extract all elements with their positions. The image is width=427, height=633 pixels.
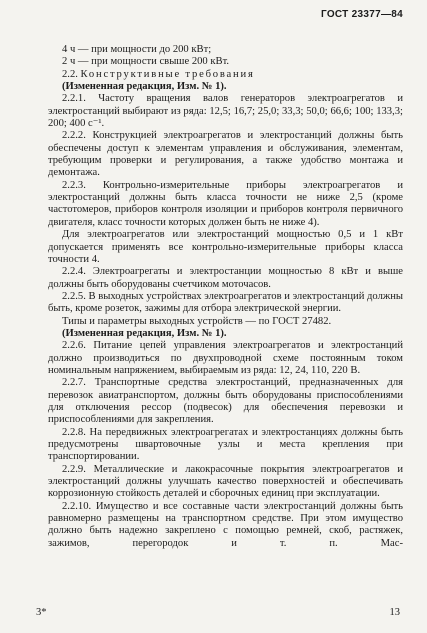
paragraph: 2.2.1. Частоту вращения валов генераторов электроагрегатов и электростанций выбирают из ряда: 12,5; 16,7; 25,0; 33,3; 50,0; 66,6; 100; 133,3; 200; 400 с⁻¹. xyxy=(48,93,403,130)
page-number: 13 xyxy=(389,607,400,618)
paragraph: Для электроагрегатов или электростанций мощностью 0,5 и 1 кВт допускается применять все контрольно-измерительные приборы класса точности 4. xyxy=(48,229,403,265)
section-heading xyxy=(48,69,403,81)
paragraph: 2.2.7. Транспортные средства электростанций, предназначенных для перевозок авиатранспортом, должны быть оборудованы приспособлениями для отключения рессор (подвесок) для обеспечения перевозки и приспособлениями для закрепления. xyxy=(48,377,403,426)
paragraph: 2.2.6. Питание цепей управления электроагрегатов и электростанций должно производиться по двухпроводной схеме постоянным током номинальным напряжением, выбираемым из ряда: 12, 24, 110, 220 В. xyxy=(48,340,403,376)
revision-note: (Измененная редакция, Изм. № 1). xyxy=(62,327,227,339)
standard-header: ГОСТ 23377—84 xyxy=(320,9,403,20)
paragraph: 2 ч — при мощности свыше 200 кВт. xyxy=(62,56,230,68)
signature-mark: 3* xyxy=(36,607,47,618)
section-title: Конструктивные требования xyxy=(80,68,255,80)
revision-note: (Измененная редакция, Изм. № 1). xyxy=(62,81,227,93)
paragraph: 2.2.10. Имущество и все составные части электростанций должны быть равномерно размещены на транспортном средстве. При этом имущество должно быть надежно закреплено с помощью ремней, скоб, растяжек, зажимов, перегородок и т. п. Мас- xyxy=(48,500,403,549)
paragraph: 2.2.8. На передвижных электроагрегатах и электростанциях должны быть предусмотрены швартовочные узлы и места крепления при транспортировании. xyxy=(48,426,403,463)
section-number: 2.2. xyxy=(62,68,81,80)
paragraph: 2.2.3. Контрольно-измерительные приборы электроагрегатов и электростанций должны быть класса точности не ниже 2,5 (кроме частотомеров, приборов контроля изоляции и приборов контроля первичного двигателя, класс точности которых должен быть не ниже 4). xyxy=(48,179,403,228)
paragraph: 2.2.9. Металлические и лакокрасочные покрытия электроагрегатов и электростанций должны улучшать качество поверхностей и обеспечивать коррозионную стойкость деталей и сборочных единиц при эксплуатации. xyxy=(48,463,403,500)
paragraph: 2.2.2. Конструкцией электроагрегатов и электростанций должны быть обеспечены доступ к элементам управления и обслуживания, элементам, требующим проверки и регулирования, а также удобство монтажа и демонтажа. xyxy=(48,130,403,179)
paragraph: 2.2.4. Электроагрегаты и электростанции мощностью 8 кВт и выше должны быть оборудованы счетчиком моточасов. xyxy=(48,266,403,290)
paragraph: 2.2.5. В выходных устройствах электроагрегатов и электростанций должны быть, кроме розеток, зажимы для отбора электрической энергии. xyxy=(48,290,403,315)
paragraph: Типы и параметры выходных устройств — по ГОСТ 27482. xyxy=(62,315,332,327)
document-body xyxy=(48,44,403,550)
paragraph: 4 ч — при мощности до 200 кВт; xyxy=(62,44,212,55)
